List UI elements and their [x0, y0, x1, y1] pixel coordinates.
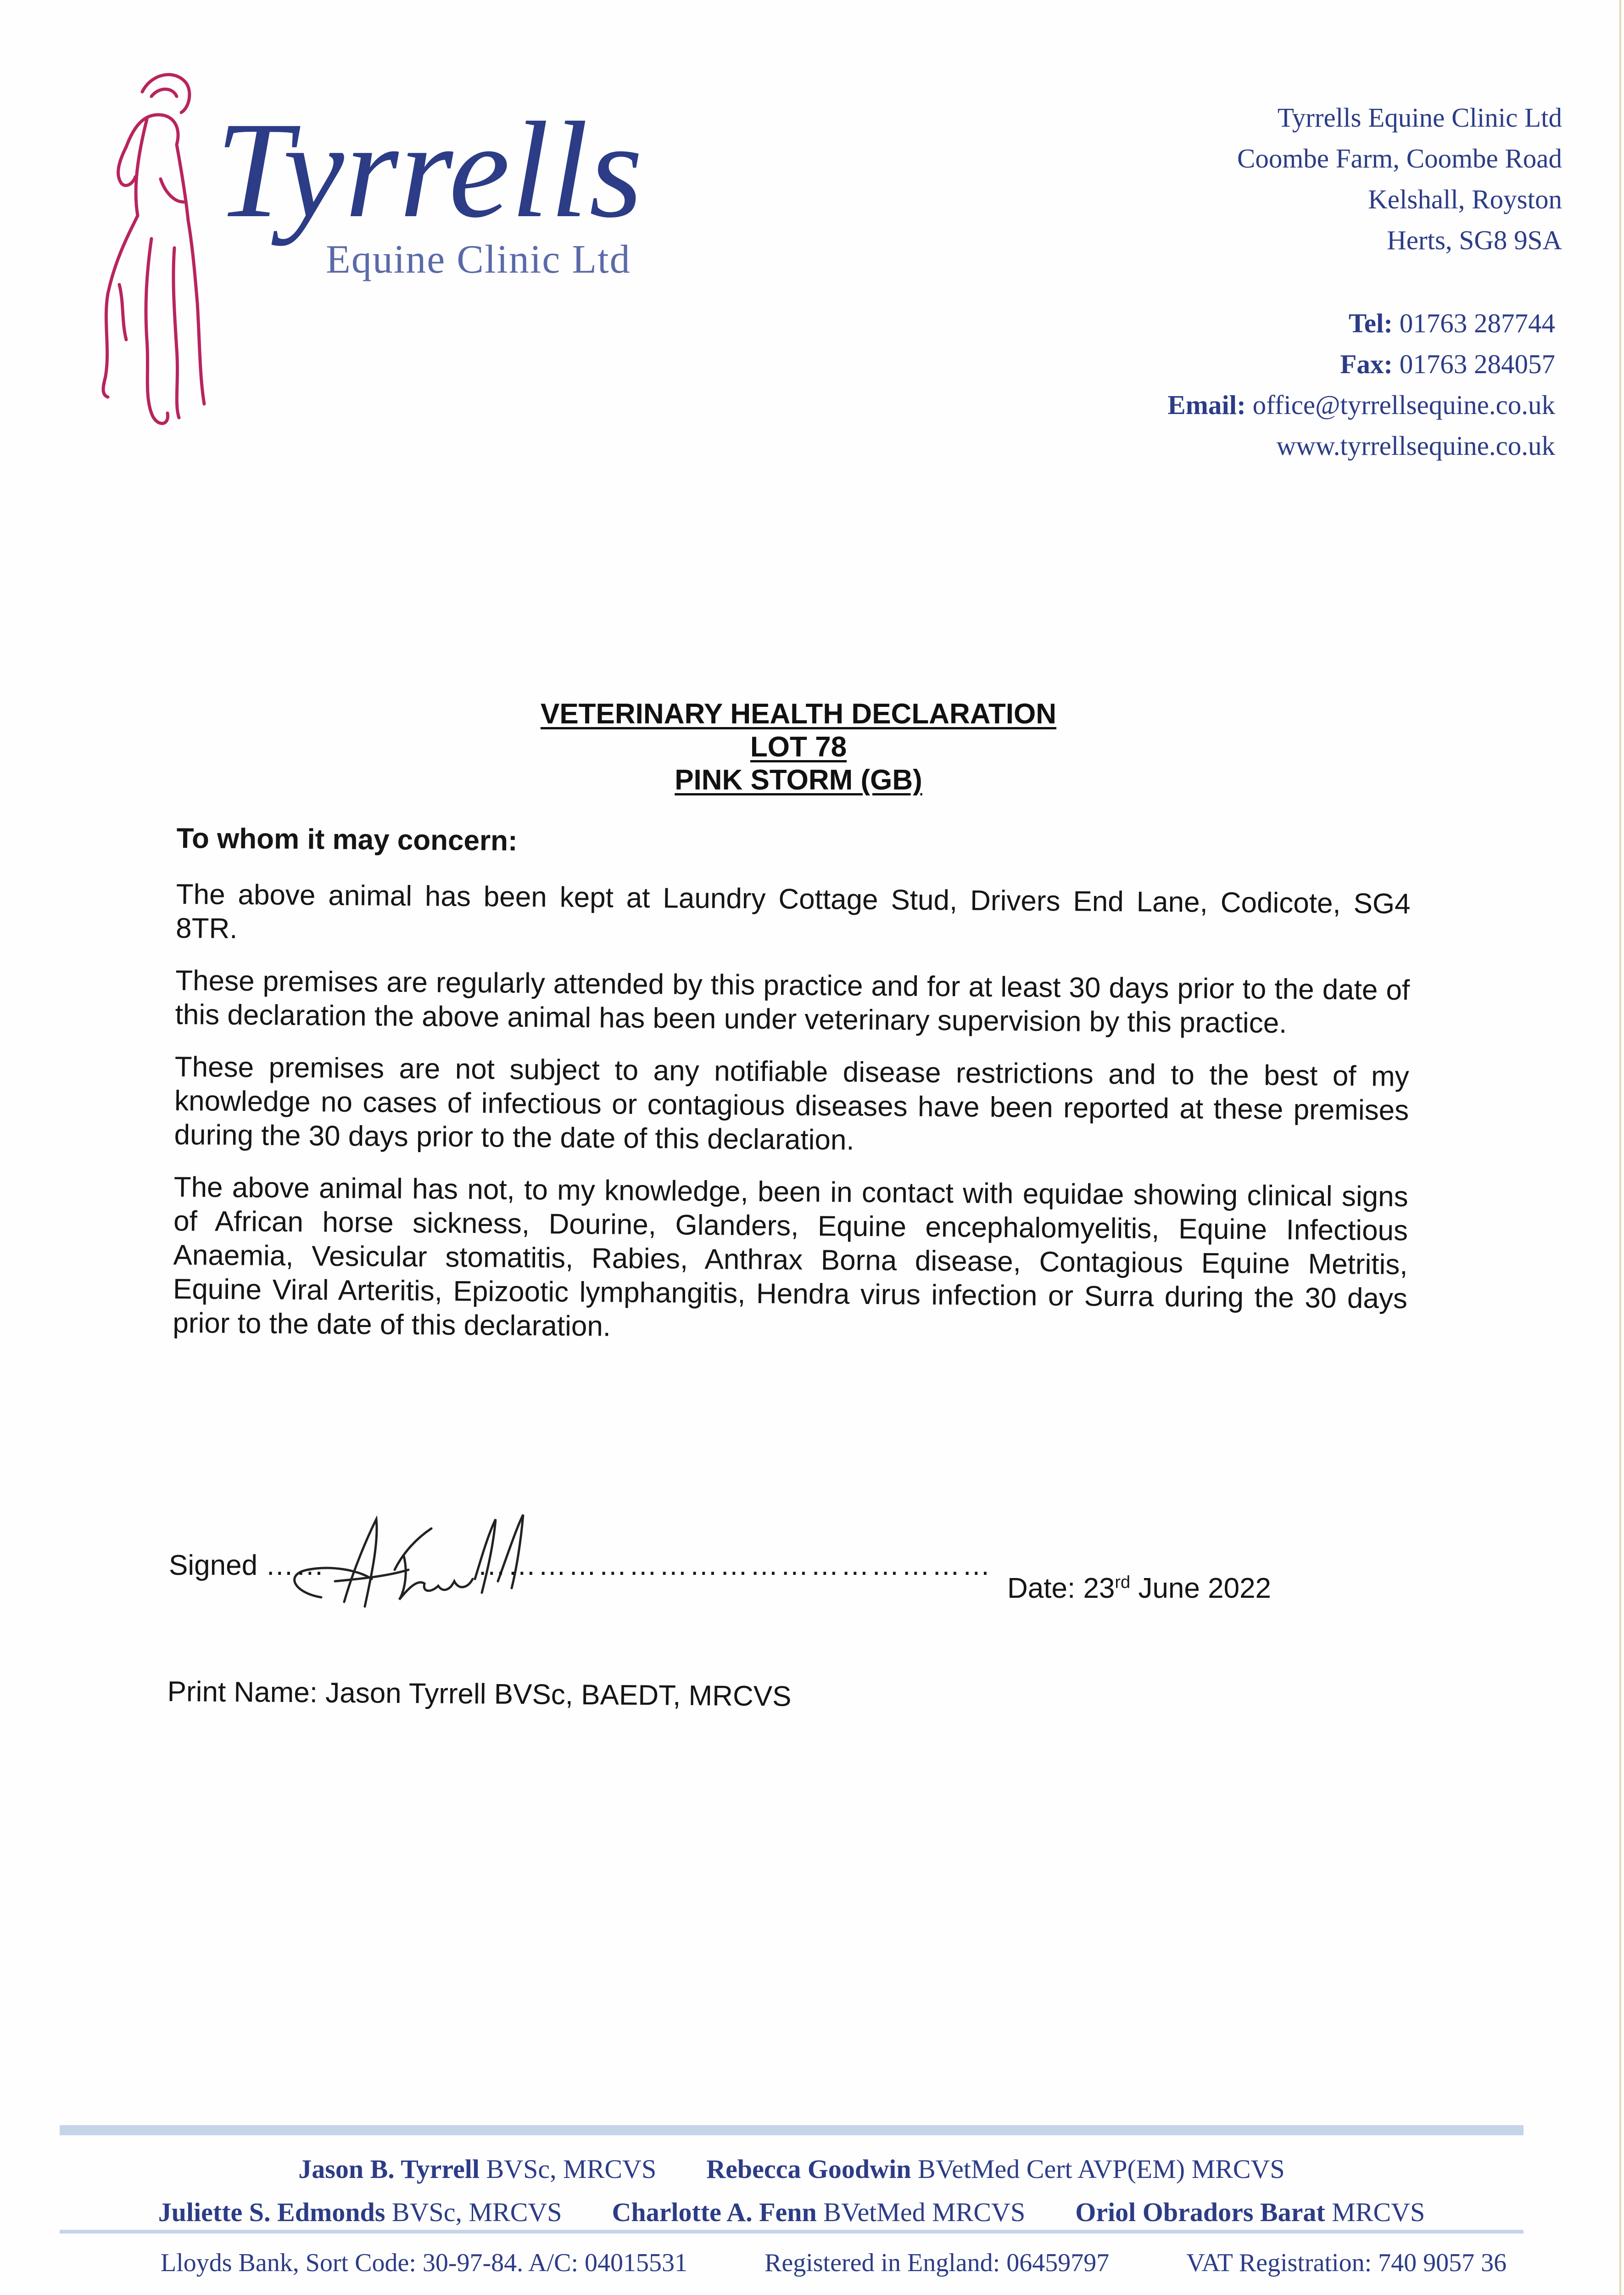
signature-dots: ……: [265, 1550, 326, 1581]
tel-value: 01763 287744: [1399, 308, 1555, 338]
vet-quals: BVSc, MRCVS: [486, 2154, 657, 2184]
footer-vets-row: [60, 2154, 1524, 2184]
paragraph: These premises are regularly attended by this practice and for at least 30 days prior to the date of this declaration the above animal has been under veterinary supervision by this practice.: [175, 964, 1410, 1040]
fax-line: [1167, 344, 1555, 385]
email-line: [1167, 385, 1555, 425]
lot-number: LOT 78: [750, 731, 847, 763]
tel-label: Tel:: [1348, 308, 1393, 338]
print-name: Print Name: Jason Tyrrell BVSc, BAEDT, MRCVS: [167, 1676, 792, 1713]
website-link[interactable]: www.tyrrellsequine.co.uk: [1276, 431, 1555, 461]
document-titles: [459, 698, 1138, 797]
footer-divider: [60, 2230, 1524, 2233]
email-label: Email:: [1167, 390, 1246, 420]
date-suffix: rd: [1115, 1573, 1131, 1592]
address-line: Coombe Farm, Coombe Road: [1237, 143, 1562, 174]
email-link[interactable]: office@tyrrellsequine.co.uk: [1252, 390, 1555, 420]
date-day: 23: [1083, 1573, 1115, 1604]
vet-quals: BVSc, MRCVS: [391, 2197, 562, 2227]
vet-name: Jason B. Tyrrell: [298, 2154, 480, 2184]
greeting: To whom it may concern:: [176, 822, 518, 857]
paragraph: These premises are not subject to any notifiable disease restrictions and to the best of my knowledge no cases of infectious or contagious diseases have been reported at these premises during the 30 days prior to the date of this declaration.: [174, 1051, 1409, 1156]
fax-label: Fax:: [1340, 349, 1393, 379]
document-title: VETERINARY HEALTH DECLARATION: [540, 698, 1057, 730]
vet-name: Oriol Obradors Barat: [1075, 2197, 1325, 2227]
footer-company-info: [161, 2248, 1507, 2278]
signature-dots: ……………………………………………: [477, 1550, 993, 1581]
clinic-address: [1237, 97, 1562, 261]
fax-value: 01763 284057: [1399, 349, 1555, 379]
horse-logo-icon: [83, 64, 234, 441]
footer-divider: [60, 2125, 1524, 2135]
signed-label: Signed: [169, 1550, 258, 1581]
footer-vets-row: [60, 2197, 1524, 2228]
vet-quals: MRCVS: [1332, 2197, 1425, 2227]
page-edge: [1619, 0, 1621, 2295]
paragraph: The above animal has been kept at Laundry Cottage Stud, Drivers End Lane, Codicote, SG4 8TR.: [175, 878, 1411, 945]
vat-registration: VAT Registration: 740 9057 36: [1186, 2249, 1507, 2277]
clinic-logo: [83, 64, 644, 441]
vet-name: Juliette S. Edmonds: [158, 2197, 385, 2227]
logo-wordmark: Tyrrells: [216, 94, 644, 246]
address-line: Kelshall, Royston: [1368, 184, 1562, 214]
declaration-body: [173, 822, 1411, 1368]
address-line: Tyrrells Equine Clinic Ltd: [1277, 102, 1562, 133]
date-label: Date:: [1007, 1573, 1076, 1604]
signed-line: [169, 1549, 992, 1582]
horse-name: PINK STORM (GB): [675, 764, 922, 796]
vet-name: Rebecca Goodwin: [706, 2154, 911, 2184]
paragraph: The above animal has not, to my knowledge, been in contact with equidae showing clinical signs of African horse sickness, Dourine, Glanders, Equine encephalomyelitis, Equine Infectious Anaemia, Vesicular stomatitis, Rabies, Anthrax Borna disease, Contagious Equine Metritis, Equine Viral Arteritis, Epizootic lymphangitis, Hendra virus infection or Surra during the 30 days prior to the date of this declaration.: [173, 1171, 1408, 1343]
address-line: Herts, SG8 9SA: [1387, 225, 1562, 255]
logo-subtitle: Equine Clinic Ltd: [326, 237, 631, 282]
vet-quals: BVetMed MRCVS: [823, 2197, 1026, 2227]
company-registration: Registered in England: 06459797: [765, 2249, 1110, 2277]
clinic-contact: [1167, 303, 1555, 466]
vet-name: Charlotte A. Fenn: [612, 2197, 817, 2227]
vet-quals: BVetMed Cert AVP(EM) MRCVS: [917, 2154, 1285, 2184]
tel-line: [1167, 303, 1555, 344]
declaration-date: [1007, 1572, 1271, 1605]
bank-details: Lloyds Bank, Sort Code: 30-97-84. A/C: 04015531: [161, 2249, 687, 2277]
date-rest: June 2022: [1138, 1573, 1272, 1604]
